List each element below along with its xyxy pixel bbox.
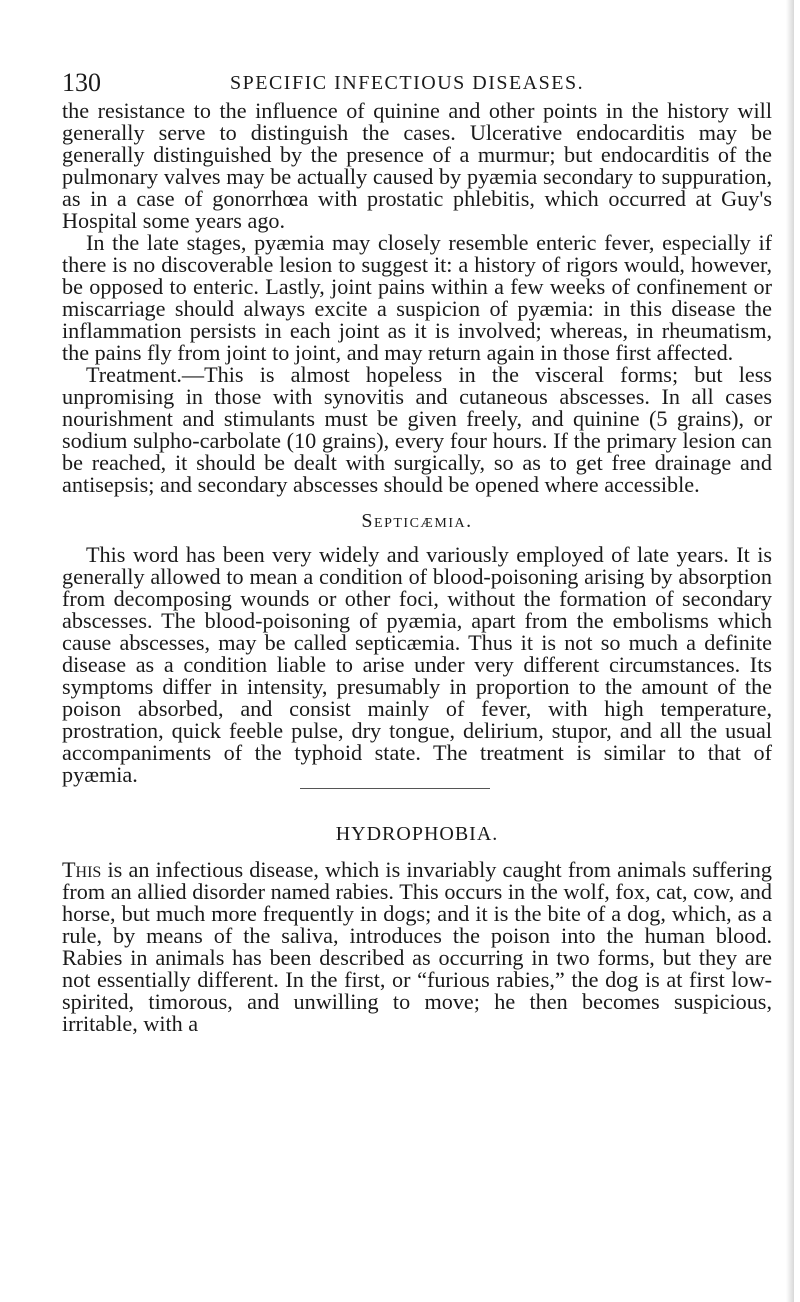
page-number: 130 [62, 68, 101, 97]
paragraph-treatment: Treatment.—This is almost hopeless in the visceral forms; but less unpromising in those with synovitis and cutaneous abscesses. In all cases nourishment and stimulants must be given freely, and quinine (5 grains), or sodium sulpho-carbolate (10 grains), every four hours. If the primary lesion can be reached, it should be dealt with surgically, so as to get free drainage and antisepsis; and secondary abscesses should be opened where accessible. [62, 362, 772, 497]
running-head [62, 60, 772, 100]
paragraph-late-stages: In the late stages, pyæmia may closely resemble enteric fever, especially if there is no discoverable lesion to suggest it: a history of rigors would, however, be opposed to enteric. Lastly, joint pains within a few weeks of confinement or miscarriage should always excite a suspicion of pyæmia: in this disease the inflammation persists in each joint as it is involved; whereas, in rheumatism, the pains fly from joint to joint, and may return again in those first affected. [62, 230, 772, 365]
page-edge-shadow [786, 0, 794, 1302]
section-divider [300, 788, 490, 789]
paragraph-septicaemia: This word has been very widely and variously employed of late years. It is generally allowed to mean a condition of blood-poisoning arising by absorption from decomposing wounds or other foci, without the formation of secondary abscesses. The blood-poisoning of pyæmia, apart from the embolisms which cause abscesses, may be called septicæmia. Thus it is not so much a definite disease as a condition liable to arise under very different circumstances. Its symptoms differ in intensity, presumably in proportion to the amount of the poison absorbed, and consist mainly of fever, with high temperature, prostration, quick feeble pulse, dry tongue, delirium, stupor, and all the usual accompaniments of the typhoid state. The treatment is similar to that of pyæmia. [62, 542, 772, 787]
paragraph-hydrophobia-text: is an infectious disease, which is invariably caught from animals suffering from an allied disorder named rabies. This occurs in the wolf, fox, cat, cow, and horse, but much more frequently in dogs; and it is the bite of a dog, which, as a rule, by means of the saliva, introduces the poison into the human blood. Rabies in animals has been described as occurring in two forms, but they are not essentially different. In the first, or “furious rabies,” the dog is at first low-spirited, timorous, and unwilling to move; he then becomes suspicious, irritable, with a [62, 857, 772, 1036]
book-page [62, 60, 772, 1290]
body-text [62, 100, 772, 1035]
opening-word: This [62, 857, 102, 882]
paragraph-hydrophobia [62, 859, 772, 1035]
section-heading-septicaemia: Septicæmia. [361, 510, 473, 532]
running-title: SPECIFIC INFECTIOUS DISEASES. [230, 72, 585, 94]
section-heading-hydrophobia: HYDROPHOBIA. [335, 823, 499, 845]
paragraph-differential-diagnosis: the resistance to the influence of quinine and other points in the history will generally serve to distinguish the cases. Ulcerative endocarditis may be generally distinguished by the presence of a murmur; but endocarditis of the pulmonary valves may be actually caused by pyæmia secondary to suppuration, as in a case of gonorrhœa with prostatic phlebitis, which occurred at Guy's Hospital some years ago. [62, 98, 772, 233]
